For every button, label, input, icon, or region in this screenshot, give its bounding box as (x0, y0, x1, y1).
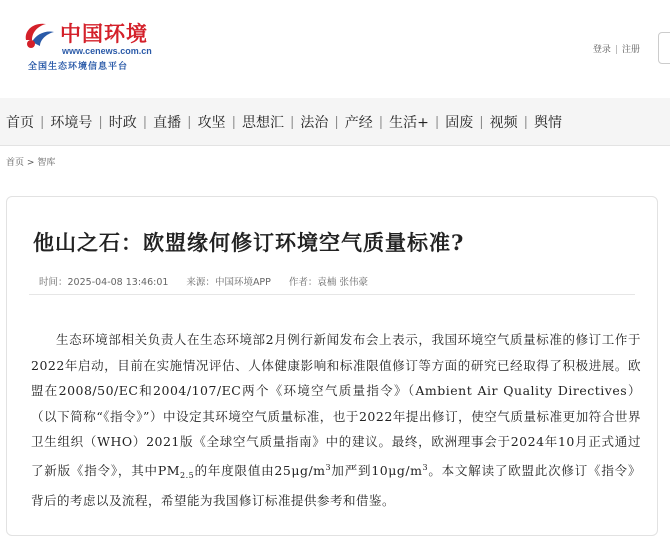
nav-item-gongjian[interactable] (192, 112, 236, 132)
logo-url: www.cenews.com.cn (62, 46, 152, 56)
login-link[interactable]: 登录 (592, 45, 611, 55)
nav-divider: | (142, 114, 148, 130)
nav-item-live[interactable] (147, 112, 191, 132)
author-label: 作者： (288, 277, 318, 288)
nav-item-label: 攻坚 (197, 115, 226, 131)
site-header (0, 0, 670, 98)
nav-item-label: 生活+ (389, 115, 429, 131)
paragraph-text-c: 加严到10μg/m (331, 462, 423, 478)
page-bottom-strip (0, 540, 670, 552)
breadcrumb (6, 155, 55, 168)
time-label: 时间： (39, 277, 68, 288)
nav-item-label: 直播 (153, 115, 182, 131)
nav-item-label: 舆情 (534, 115, 563, 131)
nav-divider: | (98, 114, 103, 130)
nav-divider: | (187, 114, 192, 130)
breadcrumb-separator: > (26, 158, 35, 168)
nav-item-label: 产经 (344, 115, 373, 131)
site-logo[interactable] (22, 16, 182, 72)
paragraph-text-b: 的年度限值由25μg/m (194, 462, 326, 478)
meta-divider (29, 294, 635, 295)
article-paragraph (31, 327, 641, 514)
user-links-separator: | (614, 45, 618, 55)
nav-divider: | (334, 114, 339, 130)
article-title: 他山之石：欧盟缘何修订环境空气质量标准? (33, 230, 465, 255)
nav-item-label: 环境号 (50, 115, 93, 131)
nav-divider: | (523, 114, 529, 130)
nav-item-life[interactable] (383, 112, 439, 132)
logo-title: 中国环境 (60, 21, 148, 46)
article-author: 袁楠 张伟豪 (317, 277, 368, 288)
paragraph-text-d: 。本文解读了欧盟此次修订《指令》背后的考虑以及流程，希望能为我国修订标准提供参考和借鉴。 (31, 462, 641, 508)
unit-superscript: 3 (422, 462, 429, 472)
nav-item-solid-waste[interactable] (439, 112, 483, 132)
nav-item-label: 思想汇 (241, 115, 284, 131)
nav-divider: | (434, 114, 440, 130)
nav-item-label: 视频 (489, 115, 518, 131)
nav-item-label: 首页 (6, 115, 34, 131)
nav-item-label: 时政 (108, 115, 137, 131)
nav-item-industry[interactable] (339, 112, 383, 132)
nav-item-video[interactable] (484, 112, 528, 132)
nav-item-politics[interactable] (103, 112, 147, 132)
nav-divider: | (479, 114, 484, 130)
publish-time: 2025-04-08 13:46:01 (67, 277, 169, 288)
nav-divider: | (231, 114, 236, 130)
nav-item-huanjinghao[interactable] (44, 112, 102, 132)
nav-item-law[interactable] (294, 112, 338, 132)
register-link[interactable]: 注册 (621, 45, 640, 55)
nav-item-label: 固废 (445, 115, 474, 131)
nav-divider: | (40, 114, 45, 130)
nav-item-sixianghui[interactable] (236, 112, 294, 132)
pm-subscript: 2.5 (180, 470, 195, 480)
article-card (6, 196, 658, 536)
nav-item-public-opinion[interactable] (528, 112, 568, 132)
nav-divider: | (378, 114, 384, 130)
search-box[interactable] (658, 32, 670, 64)
logo-swoosh-icon (22, 20, 56, 50)
paragraph-text-a: 生态环境部相关负责人在生态环境部2月例行新闻发布会上表示，我国环境空气质量标准的修订工作于2022年启动，目前在实施情况评估、人体健康影响和标准限值修订等方面的研究已经取得了积极进展。欧盟在2008/50/EC和2004/107/EC两个《环境空气质量指令》（Ambient Air Quality Directives）（以下简称“《指令》”）中设定其环境空气质量标准，也于2022年提出修订，使空气质量标准更加符合世界卫生组织（WHO）2021版《全球空气质量指南》中的建议。最终，欧洲理事会于2024年10月正式通过了新版《指令》，其中PM (31, 332, 641, 478)
user-links (593, 42, 640, 55)
article-source: 中国环境APP (214, 277, 271, 288)
nav-divider: | (289, 114, 295, 130)
main-nav (0, 98, 670, 146)
breadcrumb-current[interactable]: 智库 (37, 158, 56, 168)
source-label: 来源： (186, 277, 215, 288)
article-meta (39, 274, 368, 288)
logo-subtitle: 全国生态环境信息平台 (28, 62, 129, 72)
unit-superscript: 3 (325, 462, 332, 472)
breadcrumb-home[interactable]: 首页 (6, 158, 25, 168)
nav-item-label: 法治 (300, 115, 329, 131)
nav-item-home[interactable] (0, 112, 44, 132)
